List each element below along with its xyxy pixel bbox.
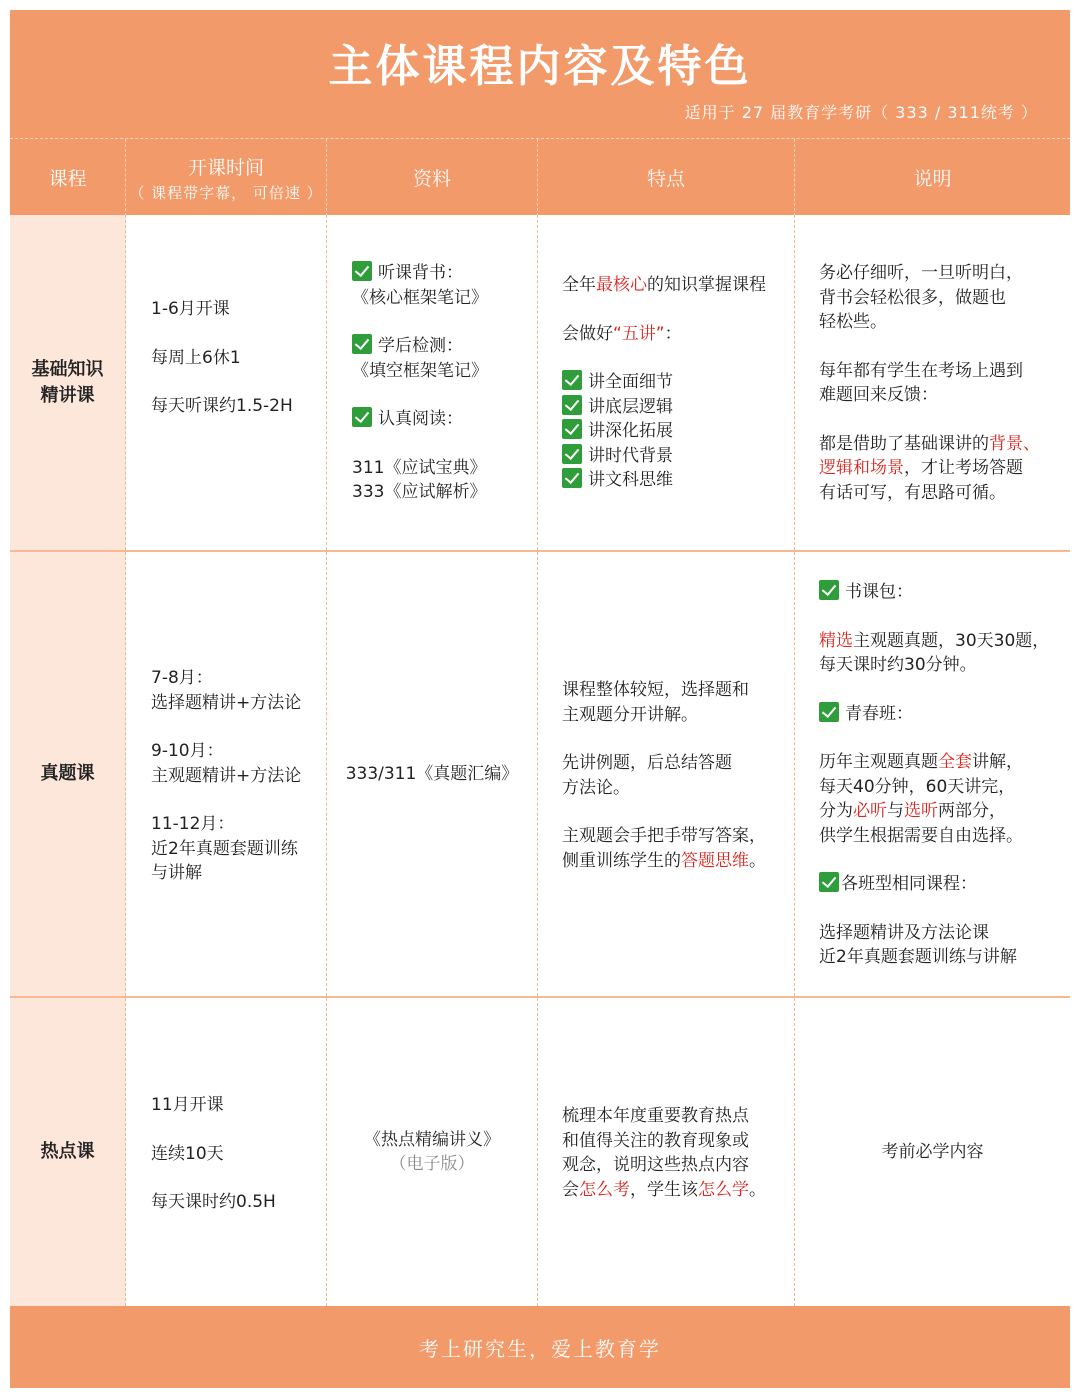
check-icon	[819, 580, 839, 600]
time-cell: 7-8月： 选择题精讲+方法论 9-10月： 主观题精讲+方法论 11-12月： 近2年真题套题训练 与讲解	[126, 552, 327, 996]
check-icon	[562, 468, 582, 488]
header-desc: 说明	[913, 168, 952, 190]
material-cell: 《热点精编讲义》 （电子版）	[327, 998, 538, 1306]
check-icon	[562, 395, 582, 415]
header-banner	[10, 10, 1070, 138]
desc-cell: 务必仔细听，一旦听明白， 背书会轻松很多，做题也 轻松些。 每年都有学生在考场上遇到 难题回来反馈： 都是借助了基础课讲的背景、 逻辑和场景，才让考场答题 有话可写，有思路可循。	[819, 263, 1040, 503]
feature-cell: 全年最核心的知识掌握课程 会做好“五讲”： 讲全面细节 讲底层逻辑 讲深化拓展 讲时代背景 讲文科思维	[538, 215, 795, 550]
header-material: 资料	[327, 139, 538, 216]
check-icon	[352, 261, 372, 281]
desc-cell: 书课包： 精选主观题真题，30天30题， 每天课时约30分钟。 青春班： 历年主观题真题全套讲解， 每天40分钟，60天讲完， 分为必听与选听两部分， 供学生根据需要自由选择。 各班型相同课程： 选择题精讲及方法论课 近2年真题套题训练与讲解	[819, 582, 1050, 967]
feature-cell: 梳理本年度重要教育热点 和值得关注的教育现象或 观念，说明这些热点内容 会怎么考，学生该怎么学。	[538, 998, 795, 1306]
header-feature: 特点	[538, 139, 795, 216]
check-icon	[562, 419, 582, 439]
list-item: 讲时代背景	[562, 444, 766, 469]
check-icon	[352, 334, 372, 354]
list-item: 讲全面细节	[562, 370, 766, 395]
list-item: 讲文科思维	[562, 468, 766, 493]
list-item: 讲底层逻辑	[562, 395, 766, 420]
check-icon	[562, 370, 582, 390]
material-cell: 333/311《真题汇编》	[327, 552, 538, 996]
check-icon	[352, 407, 372, 427]
material-cell: 听课背书： 《核心框架笔记》 学后检测： 《填空框架笔记》 认真阅读： 311《应试宝典》 333《应试解析》	[327, 215, 538, 550]
check-icon	[819, 702, 839, 722]
table-row	[10, 552, 1070, 998]
course-table-page	[10, 10, 1070, 1388]
check-icon	[819, 872, 839, 892]
course-name: 真题课	[10, 552, 126, 996]
course-name: 热点课	[10, 998, 126, 1306]
time-cell: 11月开课 连续10天 每天课时约0.5H	[126, 998, 327, 1306]
time-cell: 1-6月开课 每周上6休1 每天听课约1.5-2H	[126, 215, 327, 550]
page-title: 主体课程内容及特色	[328, 41, 752, 92]
course-name: 基础知识 精讲课	[10, 215, 126, 550]
page-subtitle: 适用于 27 届教育学考研（ 333 / 311统考 ）	[684, 103, 1038, 122]
table-row	[10, 215, 1070, 552]
header-time: 开课时间 （ 课程带字幕， 可倍速 ）	[126, 139, 327, 216]
table-header	[10, 138, 1070, 215]
feature-cell: 课程整体较短，选择题和 主观题分开讲解。 先讲例题，后总结答题 方法论。 主观题会手把手带写答案， 侧重训练学生的答题思维。	[538, 552, 795, 996]
footer-slogan: 考上研究生，爱上教育学	[10, 1306, 1070, 1388]
desc-cell: 考前必学内容	[881, 1141, 984, 1162]
list-item: 讲深化拓展	[562, 419, 766, 444]
table-row	[10, 998, 1070, 1306]
check-icon	[562, 444, 582, 464]
header-course: 课程	[10, 139, 126, 216]
